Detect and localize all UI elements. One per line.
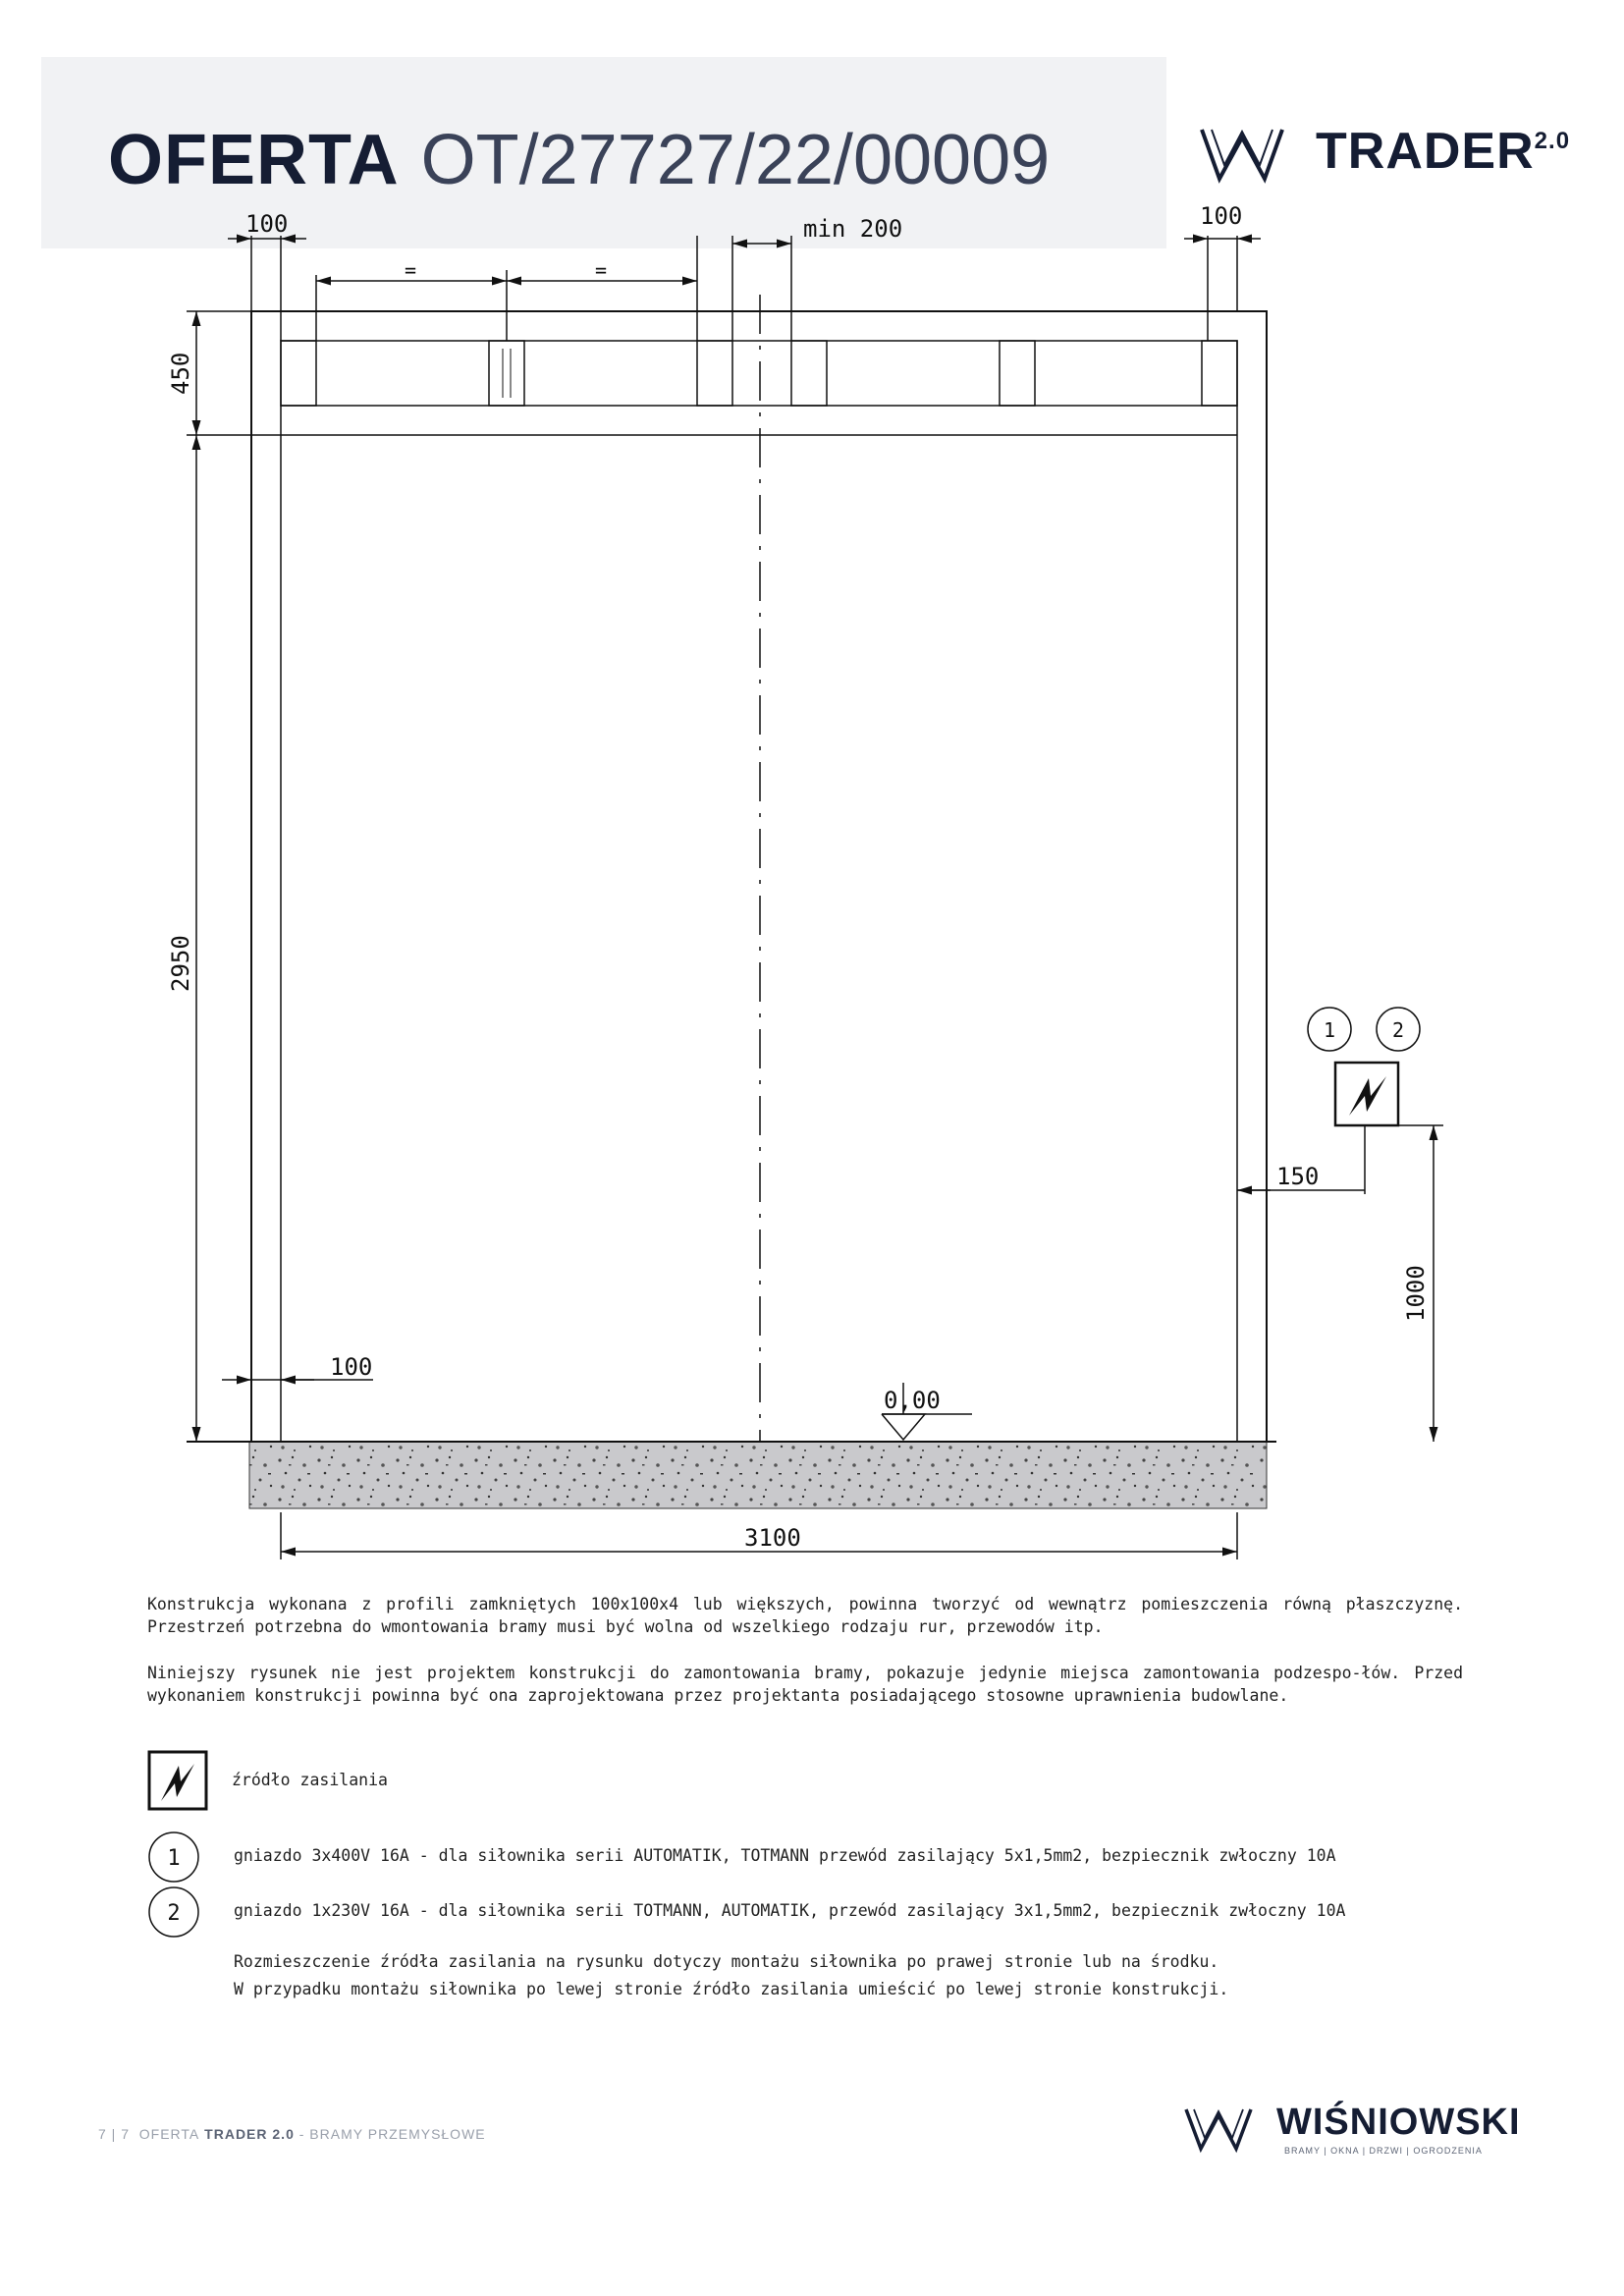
legend-power-source-label: źródło zasilania [232,1771,388,1789]
dim-min-gap: min 200 [803,215,903,243]
socket-1-icon [147,1831,200,1884]
company-name: WIŚNIOWSKI [1276,2102,1521,2143]
company-tagline: BRAMY | OKNA | DRZWI | OGRODZENIA [1284,2146,1483,2156]
footer-offer: OFERTA [138,2126,200,2142]
footer-product: TRADER 2.0 [204,2126,295,2142]
wisniowski-logo-icon [1183,2102,1254,2155]
placement-note-1: Rozmieszczenie źródła zasilania na rysunku dotyczy montażu siłownika po prawej stronie lub na środku. [234,1952,1219,1971]
title-bold: OFERTA [108,121,400,199]
dim-left-post: 100 [245,210,289,238]
dim-right-post: 100 [1200,202,1243,230]
socket-1-number: 1 [1324,1018,1336,1042]
dim-equal-2: = [595,258,608,282]
dim-total-width: 3100 [744,1524,801,1552]
steel-frame [251,311,1267,1442]
footer-page: 7 | 7 [98,2126,130,2142]
dim-power-height: 1000 [1402,1265,1430,1322]
socket-2-legend-number: 2 [167,1901,181,1926]
concrete-floor [249,1442,1267,1508]
socket-2-number: 2 [1392,1018,1405,1042]
placement-note-2: W przypadku montażu siłownika po lewej stronie źródło zasilania umieścić po lewej stronie konstrukcji. [234,1980,1229,1998]
socket-1-legend-number: 1 [167,1846,181,1871]
dim-bottom-post: 100 [330,1353,373,1381]
dim-floor-level: 0,00 [884,1387,941,1414]
footer-category: - BRAMY PRZEMYSŁOWE [298,2126,486,2142]
offer-number: OT/27727/22/00009 [420,121,1051,199]
note-paragraph-1: Konstrukcja wykonana z profili zamkniętych 100x100x4 lub większych, powinna tworzyć od wewnątrz pomieszczenia równą płaszczyznę. Przestrzeń potrzebna do wmontowania bramy musi być wolna od wszelkiego rodzaju rur, przewodów itp. [147,1595,1463,1636]
note-paragraph-2: Niniejszy rysunek nie jest projektem konstrukcji do zamontowania bramy, pokazuje jedynie miejsca zamontowania podzespo-łów. Przed wykonaniem konstrukcji powinna być ona zaprojektowana przez projektanta posiadającego stosowne uprawnienia budowlane. [147,1664,1463,1705]
dim-lintel-height: 450 [167,352,194,395]
left-dimensions [187,311,281,1442]
dim-opening-height: 2950 [167,935,194,992]
top-dimensions [228,236,1261,341]
socket-2-icon [147,1886,200,1939]
legend-item-1-text: gniazdo 3x400V 16A - dla siłownika serii AUTOMATIK, TOTMANN przewód zasilający 5x1,5mm2, bezpiecznik zwłoczny 10A [234,1846,1336,1865]
brand-name-text: TRADER [1316,123,1535,180]
dim-power-offset: 150 [1276,1163,1320,1190]
construction-notes [147,1593,1463,1730]
dim-equal-1: = [405,258,417,282]
power-source-icon [147,1750,208,1811]
footer-breadcrumb [98,2126,486,2142]
brand-version: 2.0 [1534,128,1571,154]
legend-item-2-text: gniazdo 1x230V 16A - dla siłownika serii TOTMANN, AUTOMATIK, przewód zasilający 3x1,5mm2, bezpiecznik zwłoczny 10A [234,1901,1346,1920]
